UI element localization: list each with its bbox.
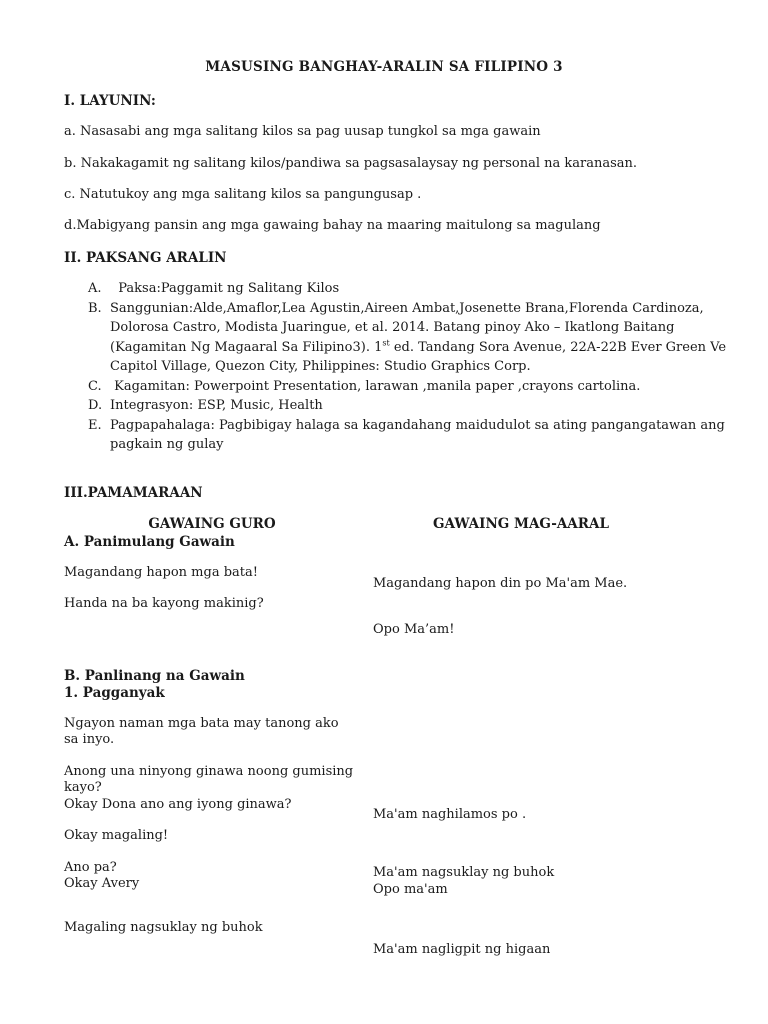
objective-b: b. Nakakagamit ng salitang kilos/pandiwa sa pagsasalaysay ng personal na karanasan. <box>64 156 638 171</box>
list-text: Kagamitan: Powerpoint Presentation, larawan ,manila paper ,crayons cartolina. <box>110 378 641 394</box>
teacher-line: Anong una ninyong ginawa noong gumising kayo? <box>64 764 354 795</box>
list-text: Paksa:Paggamit ng Salitang Kilos <box>110 281 340 296</box>
section-2-heading: II. PAKSANG ARALIN <box>64 250 227 266</box>
objective-d: d.Mabigyang pansin ang mga gawaing bahay na maaring maitulong sa magulang <box>64 218 601 233</box>
student-line: Ma'am naghilamos po . <box>373 807 527 822</box>
list-item <box>88 279 748 299</box>
teacher-line: Magandang hapon mga bata! <box>64 565 258 580</box>
pagganyak-heading: 1. Pagganyak <box>64 685 165 701</box>
list-item <box>88 396 748 416</box>
teacher-line: Ano pa? <box>64 860 117 875</box>
subject-list <box>88 279 748 455</box>
ordinal-suffix: st <box>382 338 390 348</box>
reference-text <box>110 301 726 375</box>
part-a-heading: A. Panimulang Gawain <box>64 534 235 550</box>
section-1-heading: I. LAYUNIN: <box>64 93 156 109</box>
list-item <box>88 416 748 455</box>
column-heading-student: GAWAING MAG-AARAL <box>433 516 609 532</box>
teacher-line: Magaling nagsuklay ng buhok <box>64 920 263 935</box>
document-title: MASUSING BANGHAY-ARALIN SA FILIPINO 3 <box>205 59 563 75</box>
student-line: Opo Ma’am! <box>373 622 455 637</box>
list-item <box>88 377 748 397</box>
objective-c: c. Natutukoy ang mga salitang kilos sa pangungusap . <box>64 187 422 202</box>
list-letter: D. <box>88 398 103 413</box>
list-letter: B. <box>88 300 102 316</box>
list-text: Pagpapahalaga: Pagbibigay halaga sa kagandahang maidudulot sa ating pangangatawan ang pagkain ng gulay <box>110 417 725 452</box>
reference-text-part: Sanggunian:Alde,Amaflor,Lea Agustin,Aireen Ambat,Josenette Brana,Florenda Cardinoza, Dolorosa Castro, Modista Juaringue, et al. 2014. Batang pinoy Ako – Ikatlong Baitang (Kagamitan Ng Magaaral Sa Filipino3). 1 <box>110 300 704 355</box>
list-letter: C. <box>88 378 102 394</box>
student-line: Ma'am nagligpit ng higaan <box>373 942 551 957</box>
section-3-heading: III.PAMAMARAAN <box>64 485 203 501</box>
teacher-line: Okay Avery <box>64 876 140 891</box>
teacher-line: Handa na ba kayong makinig? <box>64 596 264 611</box>
list-text: Integrasyon: ESP, Music, Health <box>110 398 323 413</box>
list-item <box>88 299 748 377</box>
column-heading-teacher: GAWAING GURO <box>148 516 276 532</box>
student-line: Magandang hapon din po Ma'am Mae. <box>373 576 628 591</box>
reference-text-part: ed. Tandang Sora Avenue, 22A-22B Ever Green Ve Capitol Village, Quezon City, Philippines: Studio Graphics Corp. <box>110 339 727 374</box>
list-letter: A. <box>88 281 102 296</box>
student-line: Opo ma'am <box>373 882 448 897</box>
teacher-line: Okay Dona ano ang iyong ginawa? <box>64 797 292 812</box>
teacher-line: Okay magaling! <box>64 828 169 843</box>
part-b-heading: B. Panlinang na Gawain <box>64 668 245 684</box>
student-line: Ma'am nagsuklay ng buhok <box>373 865 555 880</box>
list-letter: E. <box>88 417 102 433</box>
teacher-line: Ngayon naman mga bata may tanong ako sa inyo. <box>64 716 339 747</box>
objective-a: a. Nasasabi ang mga salitang kilos sa pag uusap tungkol sa mga gawain <box>64 124 541 139</box>
